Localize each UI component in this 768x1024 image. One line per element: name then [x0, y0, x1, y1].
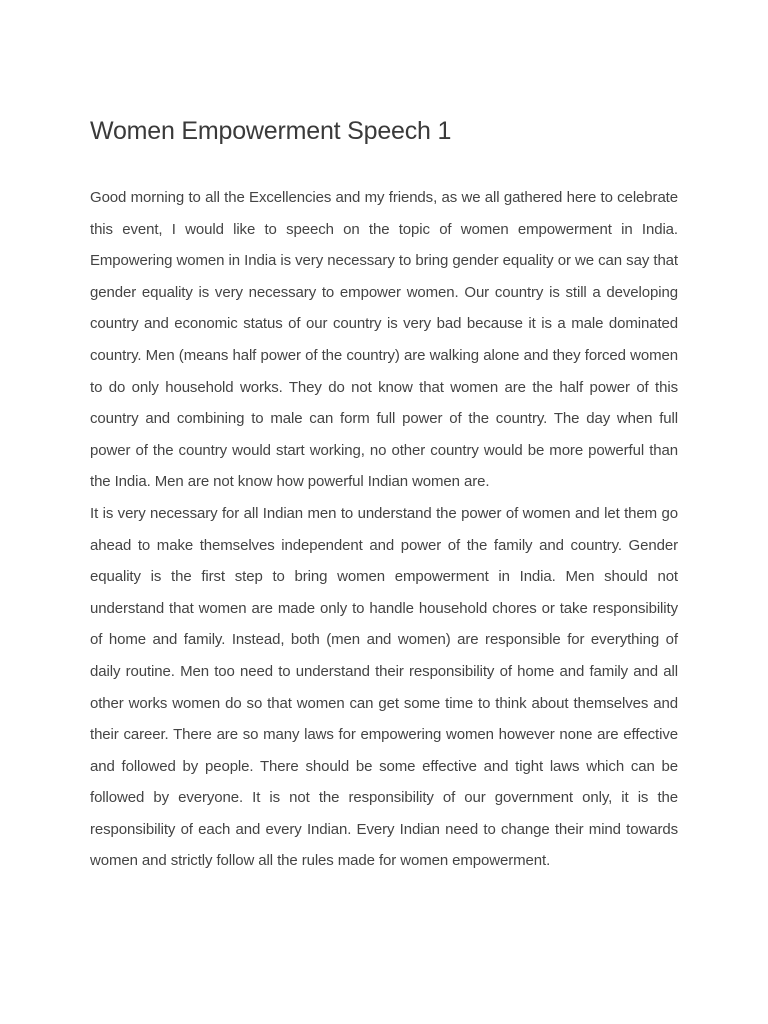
paragraph-2: It is very necessary for all Indian men to understand the power of women and let them go ahead to make themselves independent and power of the family and country. Gender equality is the first step to bring women empowerment in India. Men should not understand that women are made only to handle household chores or take responsibility of home and family. Instead, both (men and women) are responsible for everything of daily routine. Men too need to understand their responsibility of home and family and all other works women do so that women can get some time to think about themselves and their career. There are so many laws for empowering women however none are effective and followed by people. There should be some effective and tight laws which can be followed by everyone. It is not the responsibility of our government only, it is the responsibility of each and every Indian. Every Indian need to change their mind towards women and strictly follow all the rules made for women empowerment. — [90, 504, 678, 870]
paragraph-1: Good morning to all the Excellencies and my friends, as we all gathered here to celebrate this event, I would like to speech on the topic of women empowerment in India. Empowering women in India is very necessary to bring gender equality or we can say that gender equality is very necessary to empower women. Our country is still a developing country and economic status of our country is very bad because it is a male dominated country. Men (means half power of the country) are walking alone and they forced women to do only household works. They do not know that women are the half power of this country and combining to male can form full power of the country. The day when full power of the country would start working, no other country would be more powerful than the India. Men are not know how powerful Indian women are. — [90, 189, 678, 491]
document-page — [90, 110, 678, 877]
document-title: Women Empowerment Speech 1 — [90, 117, 452, 145]
